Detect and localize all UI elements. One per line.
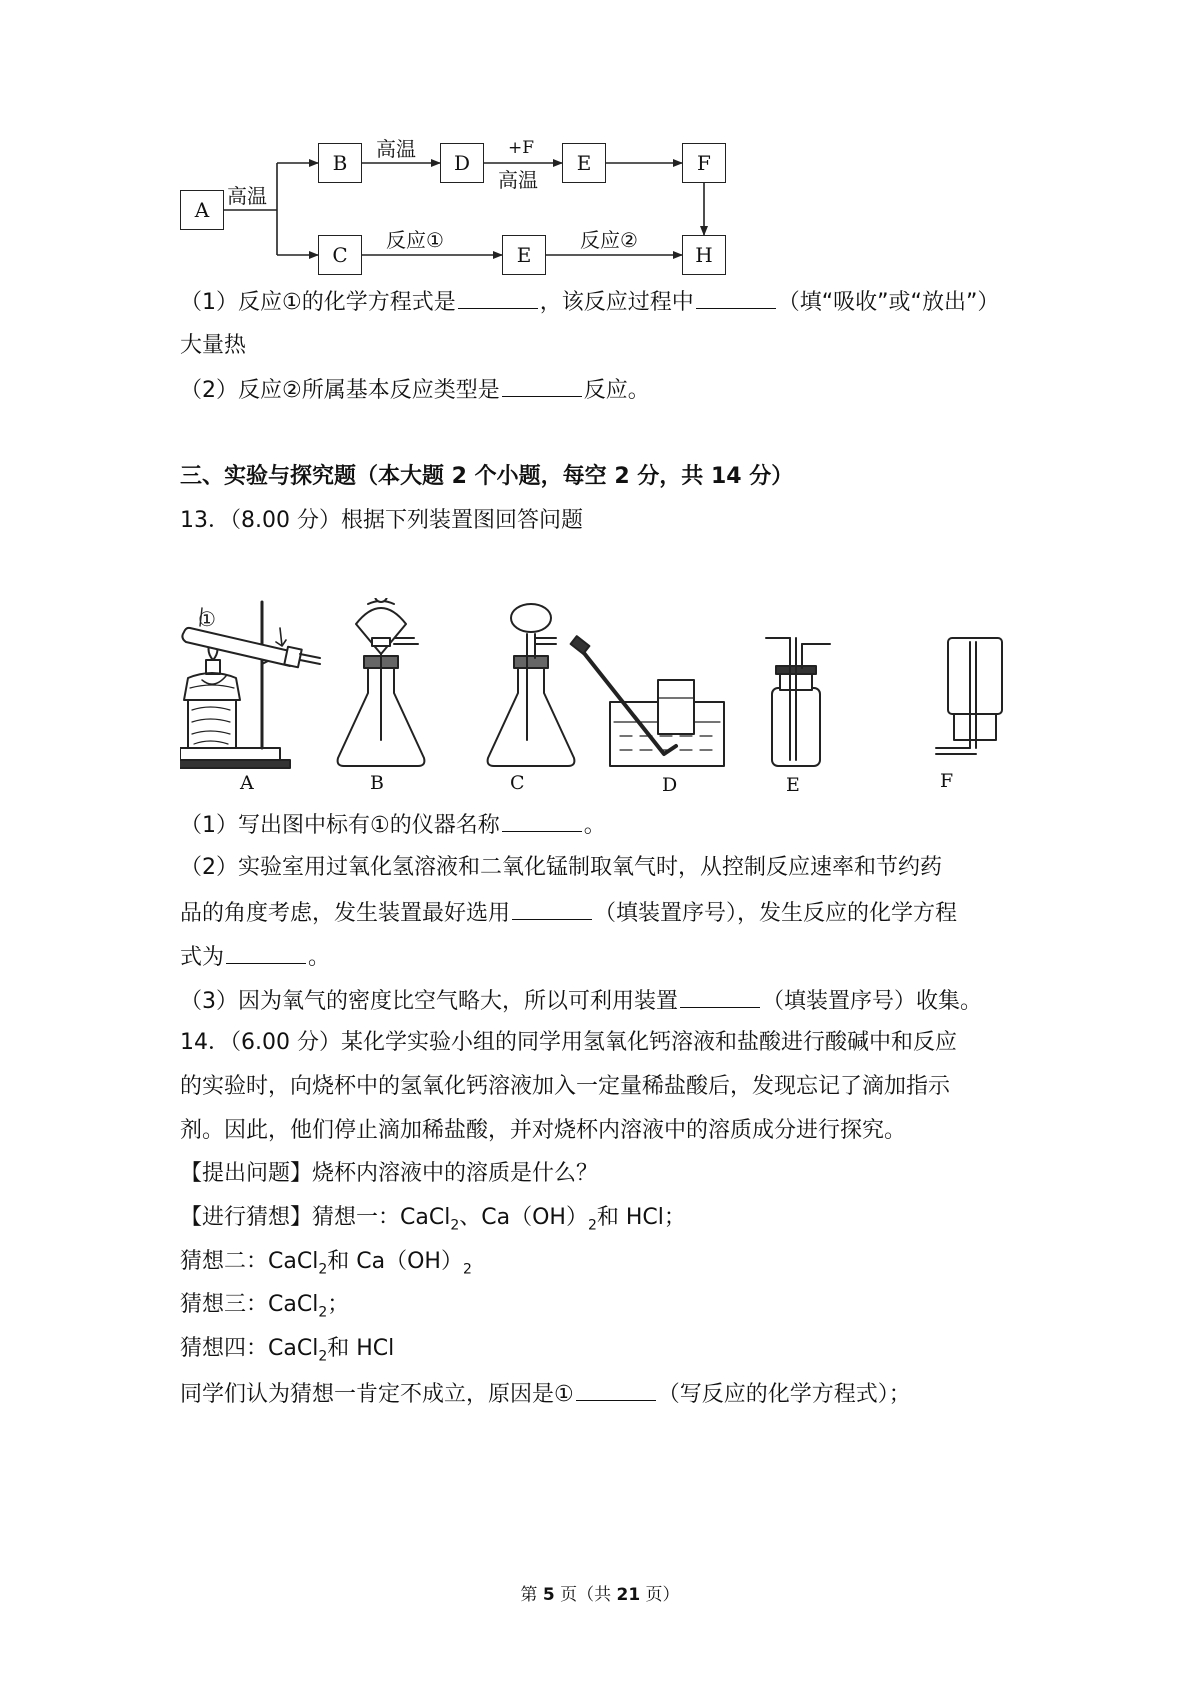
section-3-heading: 三、实验与探究题（本大题 2 个小题，每空 2 分，共 14 分） (180, 464, 794, 489)
q14-line3: 剂。因此，他们停止滴加稀盐酸，并对烧杯内溶液中的溶质成分进行探究。 (180, 1118, 907, 1143)
q14-conclusion: 同学们认为猜想一肯定不成立，原因是① （写反应的化学方程式）； (180, 1378, 911, 1410)
q13-part2-line1: （2）实验室用过氧化氢溶液和二氧化锰制取氧气时，从控制反应速率和节约药 (180, 855, 942, 880)
node-d: D (440, 143, 484, 183)
q13-part2-line3: 式为 。 (180, 941, 330, 973)
label-reaction-1: 反应① (386, 228, 444, 252)
q13-title: 13．（8.00 分）根据下列装置图回答问题 (180, 508, 583, 533)
answer-blank[interactable] (226, 941, 306, 964)
apparatus-label-c: C (510, 772, 525, 794)
node-a: A (180, 190, 224, 230)
node-f: F (682, 143, 726, 183)
apparatus-label-a: A (240, 772, 254, 794)
label-a-high-temp: 高温 (227, 184, 267, 208)
answer-blank[interactable] (696, 286, 776, 309)
node-e-bottom: E (502, 235, 546, 275)
apparatus-label-d: D (662, 774, 678, 796)
node-h: H (682, 235, 726, 275)
q13-part3: （3）因为氧气的密度比空气略大，所以可利用装置 （填装置序号）收集。 (180, 985, 982, 1017)
apparatus-label-e: E (786, 774, 800, 796)
q13-part1: （1）写出图中标有①的仪器名称 。 (180, 809, 606, 841)
label-d-e-high-temp: 高温 (498, 168, 538, 192)
q13-part2-line2: 品的角度考虑，发生装置最好选用 （填装置序号），发生反应的化学方程 (180, 897, 957, 929)
apparatus-label-b: B (370, 772, 384, 794)
q14-question: 【提出问题】烧杯内溶液中的溶质是什么？ (180, 1161, 599, 1186)
reaction-flowchart (180, 137, 800, 300)
q12-part1: （1）反应①的化学方程式是 ，该反应过程中 （填“吸收”或“放出”） (180, 286, 999, 318)
q14-guess4: 猜想四：CaCl$_2$和 HCl (180, 1336, 395, 1365)
q14-guess1: 【进行猜想】猜想一：CaCl$_2$、$Ca(OH)_2$和 HCl； (180, 1205, 686, 1234)
q14-line2: 的实验时，向烧杯中的氢氧化钙溶液加入一定量稀盐酸后，发现忘记了滴加指示 (180, 1074, 951, 1099)
answer-blank[interactable] (512, 897, 592, 920)
node-c: C (318, 235, 362, 275)
apparatus-label-f: F (940, 770, 954, 792)
q14-line1: 14．（6.00 分）某化学实验小组的同学用氢氧化钙溶液和盐酸进行酸碱中和反应 (180, 1030, 957, 1055)
q12-part2: （2）反应②所属基本反应类型是 反应。 (180, 374, 650, 406)
label-b-d-high-temp: 高温 (376, 137, 416, 161)
answer-blank[interactable] (458, 286, 538, 309)
label-reaction-2: 反应② (580, 228, 638, 252)
q14-guess3: 猜想三：CaCl$_2$； (180, 1292, 350, 1321)
node-e-top: E (562, 143, 606, 183)
q12-part1-cont: 大量热 (180, 333, 247, 358)
answer-blank[interactable] (502, 374, 582, 397)
marker-circle-1: ① (198, 607, 216, 631)
node-b: B (318, 143, 362, 183)
answer-blank[interactable] (502, 809, 582, 832)
answer-blank[interactable] (576, 1378, 656, 1401)
answer-blank[interactable] (680, 985, 760, 1008)
page-footer: 第 5 页（共 21 页） (520, 1585, 680, 1605)
q14-guess2: 猜想二：CaCl$_2$和 $Ca(OH)_2$ (180, 1249, 472, 1278)
label-plus-f: +F (508, 138, 535, 158)
